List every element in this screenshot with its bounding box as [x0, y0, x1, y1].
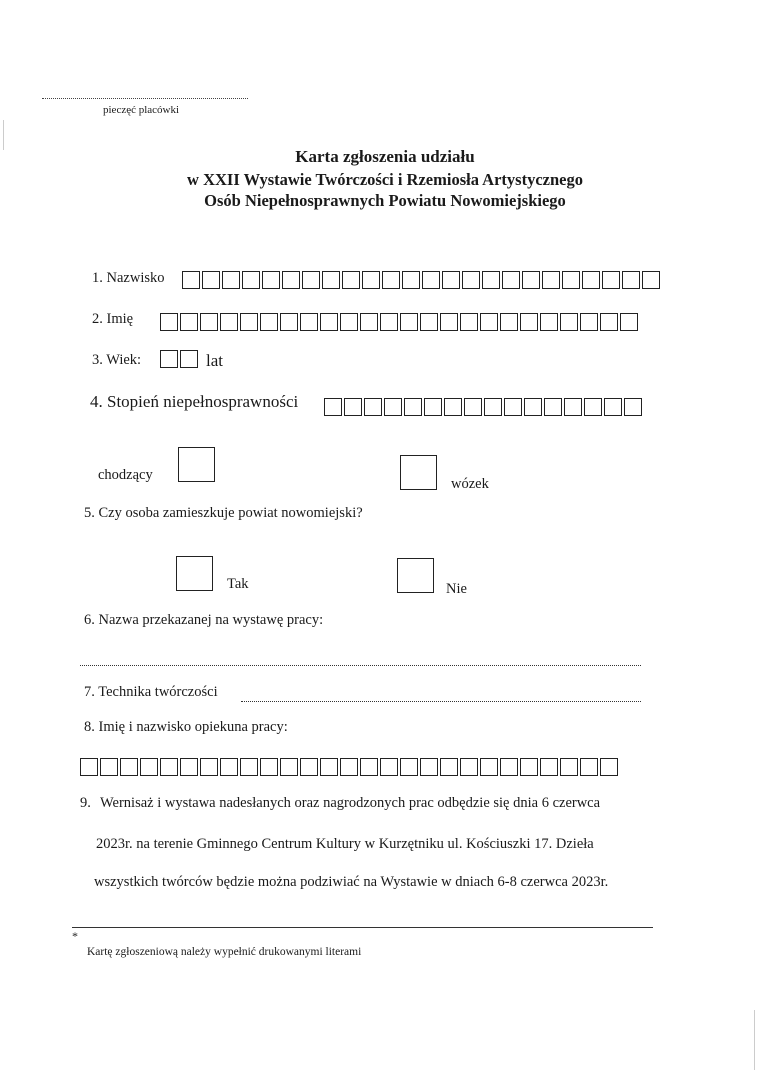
stamp-label: pieczęć placówki [103, 104, 180, 116]
wheelchair-label: wózek [451, 476, 489, 492]
age-digit-box[interactable] [160, 350, 178, 368]
guardian-letter-box[interactable] [100, 758, 118, 776]
first-name-letter-box[interactable] [520, 313, 538, 331]
first-name-letter-box[interactable] [180, 313, 198, 331]
surname-letter-box[interactable] [622, 271, 640, 289]
first-name-letter-box[interactable] [420, 313, 438, 331]
disability-letter-box[interactable] [384, 398, 402, 416]
footnote-text: Kartę zgłoszeniową należy wypełnić drukowanymi literami [87, 946, 362, 958]
guardian-letter-box[interactable] [600, 758, 618, 776]
first-name-letter-box[interactable] [620, 313, 638, 331]
disability-letter-box[interactable] [464, 398, 482, 416]
guardian-letter-box[interactable] [440, 758, 458, 776]
disability-letter-box[interactable] [564, 398, 582, 416]
form-subtitle-line-2: Osób Niepełnosprawnych Powiatu Nowomiejskiego [204, 191, 566, 210]
first-name-letter-box[interactable] [480, 313, 498, 331]
guardian-letter-box[interactable] [140, 758, 158, 776]
first-name-letter-box[interactable] [320, 313, 338, 331]
stamp-signature-line [42, 92, 248, 99]
info-line-3: wszystkich twórców będzie można podziwiać na Wystawie w dniach 6-8 czerwca 2023r. [94, 874, 609, 890]
surname-letter-box[interactable] [322, 271, 340, 289]
first-name-letter-box[interactable] [300, 313, 318, 331]
disability-letter-box[interactable] [424, 398, 442, 416]
first-name-letter-box[interactable] [340, 313, 358, 331]
scan-margin-mark [3, 120, 4, 150]
age-digit-box[interactable] [180, 350, 198, 368]
first-name-letter-box[interactable] [560, 313, 578, 331]
surname-letter-box[interactable] [362, 271, 380, 289]
disability-letter-boxes[interactable] [324, 398, 644, 416]
disability-label: 4. Stopień niepełnosprawności [90, 392, 299, 411]
first-name-letter-box[interactable] [200, 313, 218, 331]
surname-letter-box[interactable] [642, 271, 660, 289]
surname-letter-box[interactable] [502, 271, 520, 289]
surname-letter-box[interactable] [522, 271, 540, 289]
guardian-letter-box[interactable] [200, 758, 218, 776]
disability-letter-box[interactable] [624, 398, 642, 416]
disability-letter-box[interactable] [584, 398, 602, 416]
disability-letter-box[interactable] [404, 398, 422, 416]
surname-letter-boxes[interactable] [182, 271, 662, 289]
first-name-letter-box[interactable] [500, 313, 518, 331]
residence-question: 5. Czy osoba zamieszkuje powiat nowomiejski? [84, 505, 363, 521]
surname-letter-box[interactable] [542, 271, 560, 289]
disability-letter-box[interactable] [524, 398, 542, 416]
info-line-2: 2023r. na terenie Gminnego Centrum Kultury w Kurzętniku ul. Kościuszki 17. Dzieła [96, 836, 594, 852]
guardian-letter-box[interactable] [480, 758, 498, 776]
guardian-letter-box[interactable] [360, 758, 378, 776]
form-subtitle-line-1: w XXII Wystawie Twórczości i Rzemiosła Artystycznego [187, 170, 583, 189]
first-name-letter-box[interactable] [220, 313, 238, 331]
surname-letter-box[interactable] [342, 271, 360, 289]
guardian-letter-box[interactable] [340, 758, 358, 776]
walking-checkbox[interactable] [178, 447, 215, 482]
surname-letter-box[interactable] [582, 271, 600, 289]
first-name-letter-box[interactable] [460, 313, 478, 331]
surname-letter-box[interactable] [602, 271, 620, 289]
surname-letter-box[interactable] [482, 271, 500, 289]
disability-letter-box[interactable] [604, 398, 622, 416]
footnote-rule [72, 927, 653, 928]
work-name-label: 6. Nazwa przekazanej na wystawę pracy: [84, 612, 324, 628]
disability-letter-box[interactable] [344, 398, 362, 416]
surname-letter-box[interactable] [442, 271, 460, 289]
info-line-1: Wernisaż i wystawa nadesłanych oraz nagrodzonych prac odbędzie się dnia 6 czerwca [100, 795, 601, 811]
surname-letter-box[interactable] [462, 271, 480, 289]
guardian-letter-box[interactable] [520, 758, 538, 776]
guardian-letter-box[interactable] [80, 758, 98, 776]
guardian-letter-boxes[interactable] [80, 758, 620, 776]
residence-yes-label: Tak [227, 576, 249, 592]
guardian-letter-box[interactable] [460, 758, 478, 776]
info-paragraph [94, 795, 660, 895]
guardian-letter-box[interactable] [160, 758, 178, 776]
first-name-letter-box[interactable] [360, 313, 378, 331]
guardian-letter-box[interactable] [120, 758, 138, 776]
disability-letter-box[interactable] [484, 398, 502, 416]
first-name-letter-box[interactable] [540, 313, 558, 331]
guardian-letter-box[interactable] [580, 758, 598, 776]
guardian-letter-box[interactable] [300, 758, 318, 776]
guardian-letter-box[interactable] [320, 758, 338, 776]
surname-letter-box[interactable] [182, 271, 200, 289]
wheelchair-checkbox[interactable] [400, 455, 437, 490]
age-unit: lat [206, 351, 223, 370]
residence-no-checkbox[interactable] [397, 558, 434, 593]
first-name-letter-box[interactable] [160, 313, 178, 331]
disability-letter-box[interactable] [364, 398, 382, 416]
age-digit-boxes[interactable] [160, 350, 200, 368]
disability-letter-box[interactable] [544, 398, 562, 416]
guardian-label: 8. Imię i nazwisko opiekuna pracy: [84, 719, 288, 735]
guardian-letter-box[interactable] [380, 758, 398, 776]
guardian-letter-box[interactable] [560, 758, 578, 776]
first-name-letter-boxes[interactable] [160, 313, 640, 331]
first-name-letter-box[interactable] [260, 313, 278, 331]
guardian-letter-box[interactable] [540, 758, 558, 776]
age-label: 3. Wiek: [92, 352, 142, 368]
first-name-letter-box[interactable] [280, 313, 298, 331]
residence-yes-checkbox[interactable] [176, 556, 213, 591]
surname-letter-box[interactable] [262, 271, 280, 289]
first-name-letter-box[interactable] [600, 313, 618, 331]
residence-no-label: Nie [446, 581, 467, 597]
footnote-marker: * [72, 929, 78, 943]
first-name-letter-box[interactable] [380, 313, 398, 331]
first-name-label: 2. Imię [92, 311, 134, 327]
info-number: 9. [80, 795, 91, 811]
form-title: Karta zgłoszenia udziału [295, 147, 475, 166]
surname-letter-box[interactable] [562, 271, 580, 289]
scan-margin-mark [754, 1010, 755, 1070]
surname-letter-box[interactable] [242, 271, 260, 289]
first-name-letter-box[interactable] [580, 313, 598, 331]
disability-letter-box[interactable] [444, 398, 462, 416]
guardian-letter-box[interactable] [500, 758, 518, 776]
surname-letter-box[interactable] [202, 271, 220, 289]
surname-label: 1. Nazwisko [92, 270, 165, 286]
technique-input-line[interactable] [241, 700, 641, 702]
surname-letter-box[interactable] [282, 271, 300, 289]
first-name-letter-box[interactable] [440, 313, 458, 331]
guardian-letter-box[interactable] [420, 758, 438, 776]
surname-letter-box[interactable] [422, 271, 440, 289]
surname-letter-box[interactable] [302, 271, 320, 289]
surname-letter-box[interactable] [382, 271, 400, 289]
first-name-letter-box[interactable] [400, 313, 418, 331]
technique-label: 7. Technika twórczości [84, 684, 218, 700]
guardian-letter-box[interactable] [180, 758, 198, 776]
first-name-letter-box[interactable] [240, 313, 258, 331]
walking-label: chodzący [98, 467, 153, 483]
guardian-letter-box[interactable] [240, 758, 258, 776]
disability-letter-box[interactable] [504, 398, 522, 416]
surname-letter-box[interactable] [402, 271, 420, 289]
surname-letter-box[interactable] [222, 271, 240, 289]
guardian-letter-box[interactable] [260, 758, 278, 776]
guardian-letter-box[interactable] [400, 758, 418, 776]
guardian-letter-box[interactable] [280, 758, 298, 776]
guardian-letter-box[interactable] [220, 758, 238, 776]
work-name-input-line[interactable] [80, 664, 641, 666]
disability-letter-box[interactable] [324, 398, 342, 416]
